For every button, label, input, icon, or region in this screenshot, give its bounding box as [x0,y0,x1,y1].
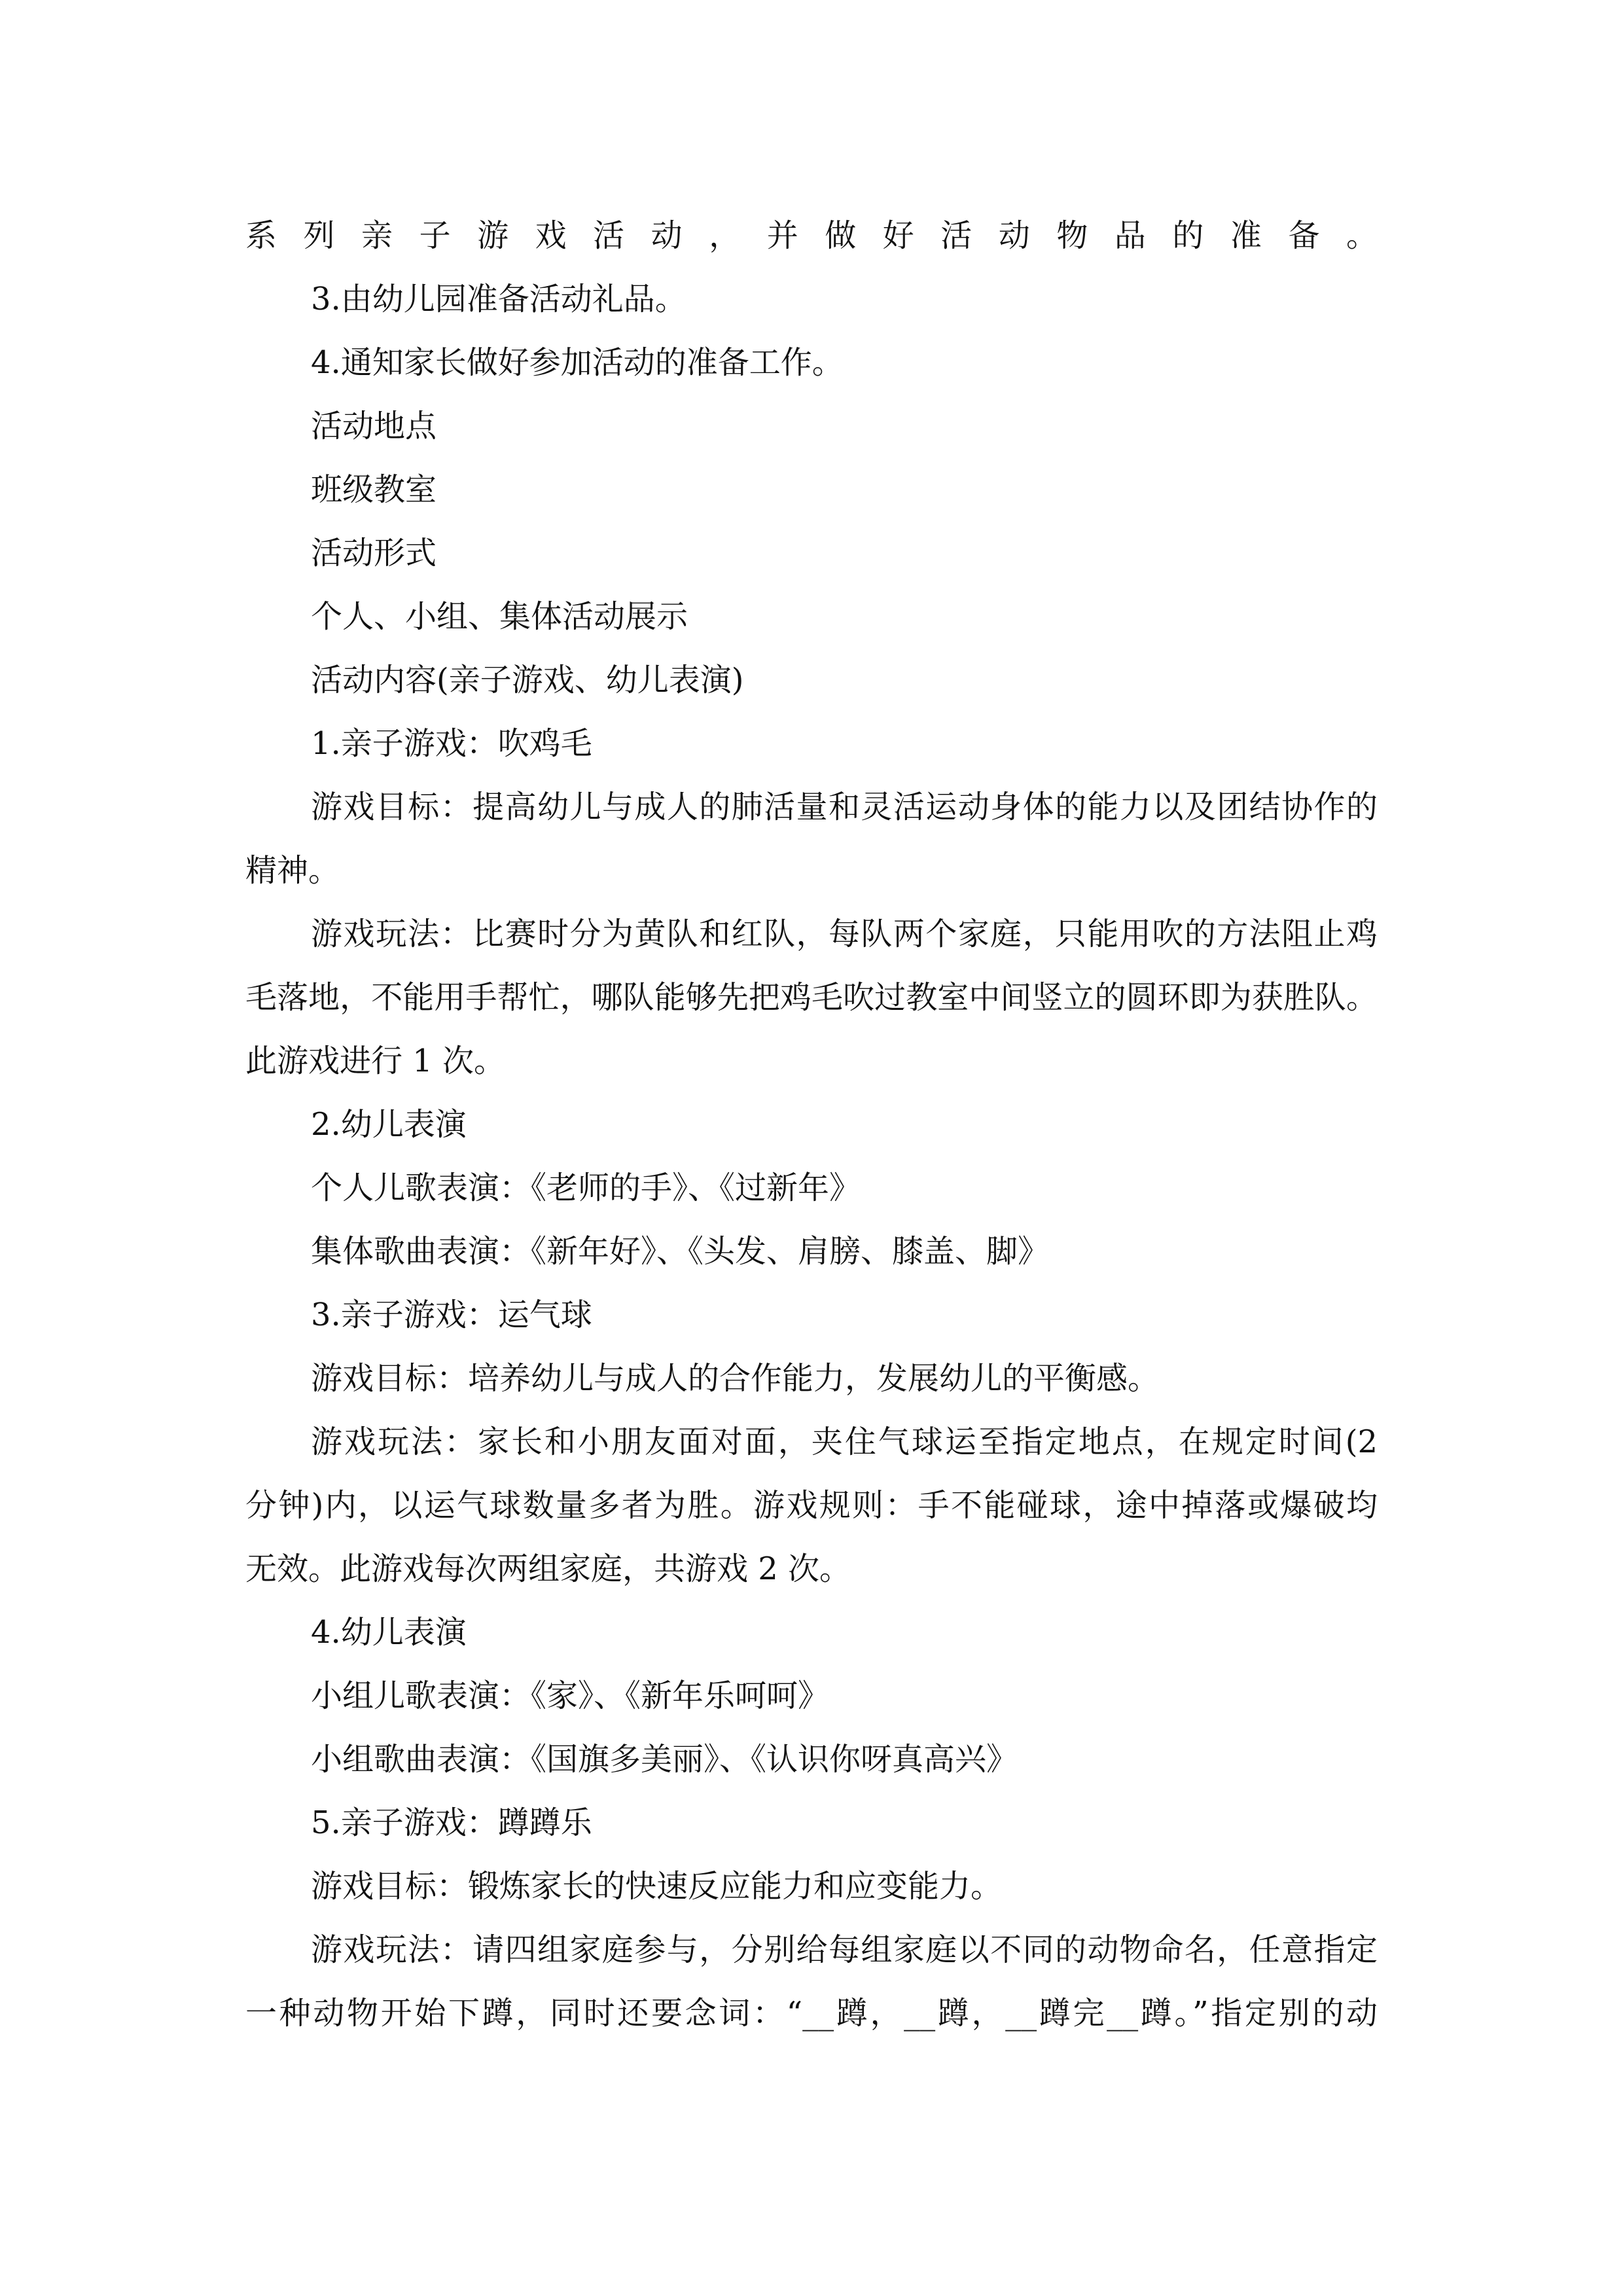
paragraph-line: 个人儿歌表演：《老师的手》、《过新年》 [311,1170,861,1206]
paragraph-line: 游戏目标：培养幼儿与成人的合作能力，发展幼儿的平衡感。 [311,1360,1160,1397]
paragraph-line: 个人、小组、集体活动展示 [311,598,688,635]
paragraph-line: 精神。 [245,852,340,889]
paragraph-line: 一种动物开始下蹲，同时还要念词：“__蹲，__蹲，__蹲完__蹲。”指定别的动 [245,1995,1378,2032]
item-heading: 5.亲子游戏：蹲蹲乐 [311,1804,592,1841]
paragraph-line: 4.通知家长做好参加活动的准备工作。 [311,344,844,381]
item-heading: 2.幼儿表演 [311,1106,467,1143]
section-heading: 活动地点 [311,408,437,444]
paragraph-line: 游戏目标：提高幼儿与成人的肺活量和灵活运动身体的能力以及团结协作的 [311,789,1378,825]
item-heading: 4.幼儿表演 [311,1614,467,1651]
paragraph-line: 无效。此游戏每次两组家庭，共游戏 2 次。 [245,1551,851,1587]
paragraph-line: 此游戏进行 1 次。 [245,1043,506,1079]
paragraph-line: 分钟)内，以运气球数量多者为胜。游戏规则：手不能碰球，途中掉落或爆破均 [245,1487,1378,1524]
paragraph-line: 集体歌曲表演：《新年好》、《头发、肩膀、膝盖、脚》 [311,1233,1050,1270]
paragraph-line: 小组歌曲表演：《国旗多美丽》、《认识你呀真高兴》 [311,1741,1018,1778]
paragraph-line: 游戏玩法：比赛时分为黄队和红队，每队两个家庭，只能用吹的方法阻止鸡 [311,916,1378,952]
paragraph-line: 系列亲子游戏活动，并做好活动物品的准备。 [245,217,1378,254]
item-heading: 3.亲子游戏：运气球 [311,1297,592,1333]
paragraph-line: 游戏目标：锻炼家长的快速反应能力和应变能力。 [311,1868,1003,1905]
document-body [245,204,1378,2045]
section-heading: 活动形式 [311,535,437,571]
paragraph-line: 游戏玩法：家长和小朋友面对面，夹住气球运至指定地点，在规定时间(2 [311,1424,1378,1460]
paragraph-line: 班级教室 [311,471,437,508]
paragraph-line: 3.由幼儿园准备活动礼品。 [311,281,687,317]
section-heading: 活动内容(亲子游戏、幼儿表演) [311,662,744,698]
paragraph-line: 毛落地，不能用手帮忙，哪队能够先把鸡毛吹过教室中间竖立的圆环即为获胜队。 [245,979,1378,1016]
paragraph-line: 小组儿歌表演：《家》、《新年乐呵呵》 [311,1677,830,1714]
item-heading: 1.亲子游戏：吹鸡毛 [311,725,592,762]
paragraph-line: 游戏玩法：请四组家庭参与，分别给每组家庭以不同的动物命名，任意指定 [311,1931,1378,1968]
